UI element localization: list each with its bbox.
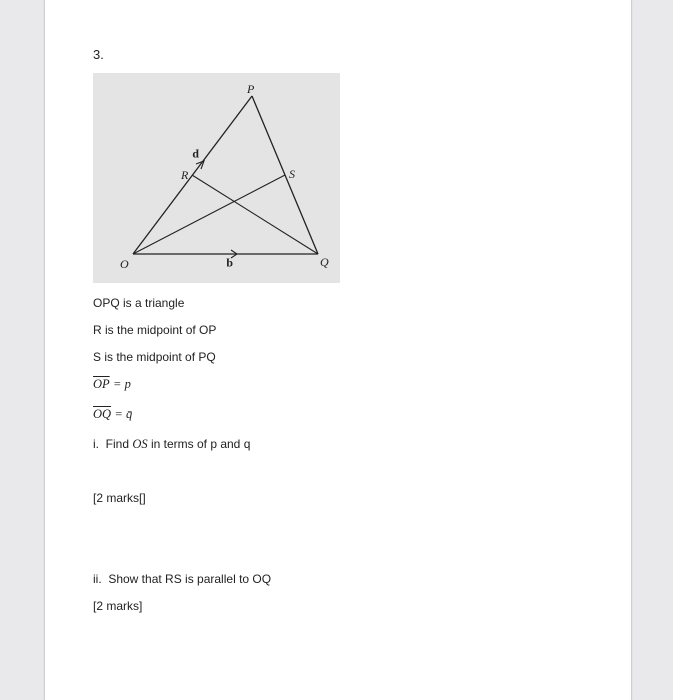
statement-triangle: OPQ is a triangle bbox=[93, 296, 185, 310]
label-q: Q bbox=[320, 255, 329, 269]
part-ii-question: ii. Show that RS is parallel to OQ bbox=[93, 572, 272, 586]
part-i-prefix: i. Find bbox=[93, 437, 133, 451]
part-i-question bbox=[93, 437, 250, 452]
label-s: S bbox=[289, 167, 295, 181]
part-ii-marks: [2 marks] bbox=[93, 599, 143, 613]
question-number: 3. bbox=[93, 47, 104, 62]
vector-oq-value: = q̄ bbox=[114, 407, 133, 421]
label-r: R bbox=[181, 168, 189, 182]
triangle-svg bbox=[93, 73, 340, 283]
part-i-suffix: in terms of p and q bbox=[147, 437, 251, 451]
vector-label-q: q bbox=[226, 258, 233, 272]
worksheet-page bbox=[44, 0, 632, 700]
segment-rq bbox=[192, 175, 318, 254]
label-o: O bbox=[120, 257, 129, 271]
label-p: P bbox=[247, 82, 255, 96]
statement-r-midpoint: R is the midpoint of OP bbox=[93, 323, 217, 337]
part-i-marks: [2 marks[] bbox=[93, 491, 146, 505]
segment-os bbox=[133, 175, 285, 254]
vector-op-line bbox=[93, 377, 131, 392]
vector-op-name: $\overline{OP}$ bbox=[93, 377, 110, 391]
vector-oq-name: $\overline{OQ}$ bbox=[93, 407, 112, 421]
part-i-vector: OS bbox=[132, 437, 148, 451]
vector-op-value: = p bbox=[113, 377, 131, 391]
statement-s-midpoint: S is the midpoint of PQ bbox=[93, 350, 216, 364]
triangle-diagram bbox=[93, 73, 340, 283]
vector-label-p: p bbox=[192, 149, 199, 163]
vector-oq-line bbox=[93, 407, 132, 422]
